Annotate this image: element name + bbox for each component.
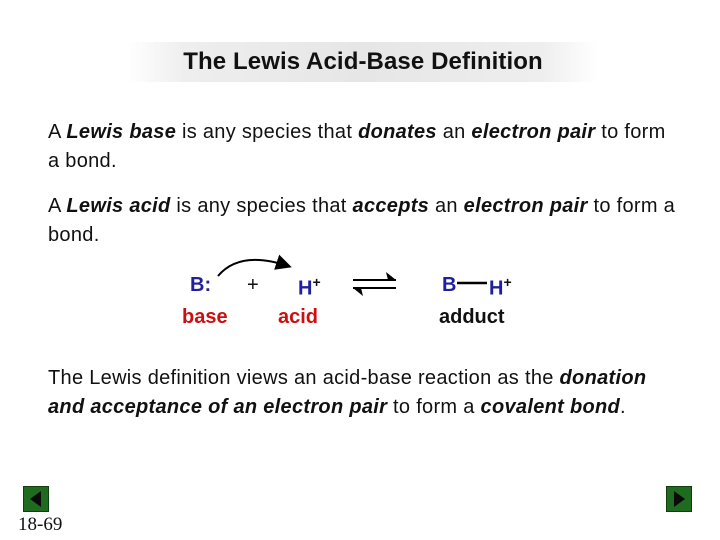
product-h-group [489,274,512,301]
base-symbol: B: [190,274,212,296]
term-electron-pair: electron pair [471,121,596,143]
product-b: B [442,274,457,296]
term-electron-pair: electron pair [463,195,588,217]
text: is any species that [176,121,359,143]
text: an [436,121,472,143]
text: to form a bond. [48,195,676,246]
adduct-label: adduct [439,306,505,328]
title-banner [128,42,598,82]
acid-label: acid [278,306,319,328]
text: . [620,396,626,418]
term-accepts: accepts [352,195,430,217]
lewis-summary [48,364,668,422]
text: is any species that [170,195,353,217]
acid-h: H [298,277,313,300]
text: to form a [387,396,481,418]
lewis-base-definition [48,118,678,176]
text: an [429,195,464,217]
term-lewis-acid: Lewis acid [66,195,171,217]
previous-slide-button[interactable] [23,486,49,512]
acid-symbol [298,274,321,301]
next-slide-button[interactable] [666,486,692,512]
term-donation-acceptance: donation and acceptance of an electron pair [48,367,647,418]
slide-number: 18-69 [18,514,63,535]
acid-charge: + [312,274,321,290]
term-covalent-bond: covalent bond [480,396,621,418]
term-lewis-base: Lewis base [66,121,177,143]
text: A [48,121,67,143]
product-charge: + [503,274,512,290]
plus-sign: + [247,274,259,296]
reverse-arrowhead-icon [353,288,363,296]
text: A [48,195,67,217]
slide-title: The Lewis Acid-Base Definition [183,48,543,75]
forward-arrowhead-icon [386,272,396,280]
left-triangle-icon [24,487,48,511]
text: to form a bond. [48,121,666,172]
base-label: base [182,306,228,328]
term-donates: donates [358,121,437,143]
right-triangle-icon [667,487,691,511]
lewis-acid-definition [48,192,698,250]
product-h: H [489,277,504,300]
text: The Lewis definition views an acid-base reaction as the [48,367,560,389]
